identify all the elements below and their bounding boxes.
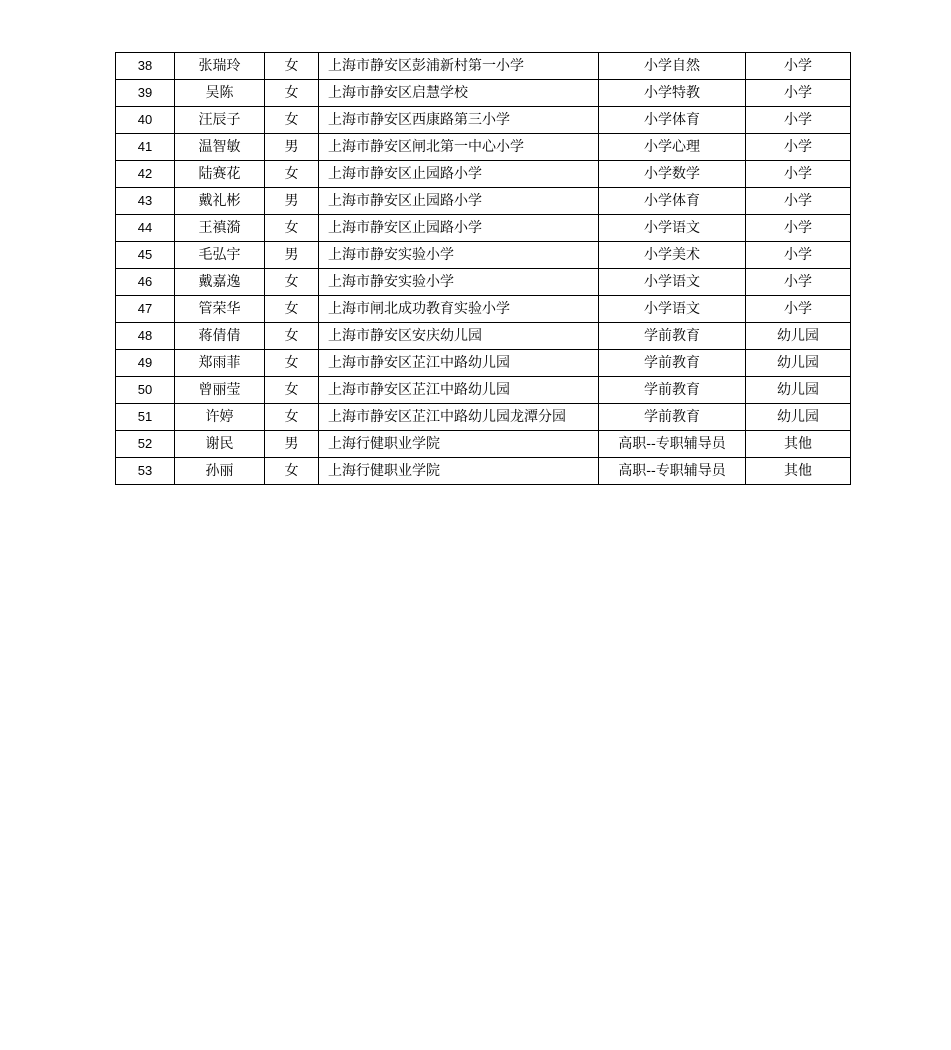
school-cell: 上海市静安区西康路第三小学 <box>319 107 599 134</box>
row-number-cell: 52 <box>116 431 175 458</box>
gender-cell: 男 <box>265 242 319 269</box>
subject-cell: 小学特教 <box>599 80 746 107</box>
level-cell: 小学 <box>746 215 851 242</box>
row-number-cell: 39 <box>116 80 175 107</box>
name-cell: 孙丽 <box>175 458 265 485</box>
level-cell: 幼儿园 <box>746 350 851 377</box>
level-cell: 小学 <box>746 53 851 80</box>
gender-cell: 女 <box>265 350 319 377</box>
gender-cell: 男 <box>265 188 319 215</box>
subject-cell: 小学体育 <box>599 188 746 215</box>
table-row <box>116 80 851 107</box>
school-cell: 上海市静安区闸北第一中心小学 <box>319 134 599 161</box>
row-number-cell: 38 <box>116 53 175 80</box>
table-row <box>116 53 851 80</box>
gender-cell: 女 <box>265 161 319 188</box>
table-row <box>116 323 851 350</box>
school-cell: 上海市静安区安庆幼儿园 <box>319 323 599 350</box>
subject-cell: 小学语文 <box>599 215 746 242</box>
name-cell: 戴嘉逸 <box>175 269 265 296</box>
row-number-cell: 46 <box>116 269 175 296</box>
subject-cell: 小学语文 <box>599 269 746 296</box>
subject-cell: 学前教育 <box>599 323 746 350</box>
table-row <box>116 242 851 269</box>
row-number-cell: 42 <box>116 161 175 188</box>
school-cell: 上海市静安区芷江中路幼儿园 <box>319 377 599 404</box>
gender-cell: 女 <box>265 458 319 485</box>
subject-cell: 高职--专职辅导员 <box>599 431 746 458</box>
level-cell: 小学 <box>746 188 851 215</box>
name-cell: 吴陈 <box>175 80 265 107</box>
subject-cell: 小学语文 <box>599 296 746 323</box>
school-cell: 上海市静安区止园路小学 <box>319 188 599 215</box>
gender-cell: 女 <box>265 80 319 107</box>
gender-cell: 女 <box>265 107 319 134</box>
roster-table <box>115 52 851 485</box>
name-cell: 管荣华 <box>175 296 265 323</box>
subject-cell: 小学心理 <box>599 134 746 161</box>
school-cell: 上海市静安区止园路小学 <box>319 215 599 242</box>
row-number-cell: 47 <box>116 296 175 323</box>
gender-cell: 女 <box>265 53 319 80</box>
subject-cell: 学前教育 <box>599 404 746 431</box>
level-cell: 小学 <box>746 269 851 296</box>
table-row <box>116 134 851 161</box>
row-number-cell: 50 <box>116 377 175 404</box>
table-row <box>116 350 851 377</box>
name-cell: 温智敏 <box>175 134 265 161</box>
school-cell: 上海市静安实验小学 <box>319 242 599 269</box>
name-cell: 陆赛花 <box>175 161 265 188</box>
name-cell: 许婷 <box>175 404 265 431</box>
subject-cell: 高职--专职辅导员 <box>599 458 746 485</box>
row-number-cell: 40 <box>116 107 175 134</box>
row-number-cell: 41 <box>116 134 175 161</box>
table-row <box>116 188 851 215</box>
school-cell: 上海市静安区芷江中路幼儿园龙潭分园 <box>319 404 599 431</box>
subject-cell: 小学美术 <box>599 242 746 269</box>
level-cell: 小学 <box>746 161 851 188</box>
level-cell: 小学 <box>746 242 851 269</box>
table-row <box>116 107 851 134</box>
gender-cell: 女 <box>265 215 319 242</box>
roster-table-body <box>116 53 851 485</box>
subject-cell: 小学体育 <box>599 107 746 134</box>
row-number-cell: 44 <box>116 215 175 242</box>
school-cell: 上海市静安区止园路小学 <box>319 161 599 188</box>
row-number-cell: 51 <box>116 404 175 431</box>
table-row <box>116 431 851 458</box>
name-cell: 郑雨菲 <box>175 350 265 377</box>
name-cell: 谢民 <box>175 431 265 458</box>
table-row <box>116 215 851 242</box>
table-row <box>116 296 851 323</box>
school-cell: 上海市静安区芷江中路幼儿园 <box>319 350 599 377</box>
gender-cell: 女 <box>265 377 319 404</box>
school-cell: 上海行健职业学院 <box>319 458 599 485</box>
subject-cell: 学前教育 <box>599 350 746 377</box>
row-number-cell: 48 <box>116 323 175 350</box>
school-cell: 上海市静安区启慧学校 <box>319 80 599 107</box>
school-cell: 上海市静安实验小学 <box>319 269 599 296</box>
table-row <box>116 269 851 296</box>
level-cell: 其他 <box>746 431 851 458</box>
table-row <box>116 161 851 188</box>
name-cell: 王禛漪 <box>175 215 265 242</box>
level-cell: 幼儿园 <box>746 323 851 350</box>
row-number-cell: 43 <box>116 188 175 215</box>
row-number-cell: 49 <box>116 350 175 377</box>
row-number-cell: 45 <box>116 242 175 269</box>
name-cell: 戴礼彬 <box>175 188 265 215</box>
table-row <box>116 377 851 404</box>
school-cell: 上海行健职业学院 <box>319 431 599 458</box>
gender-cell: 女 <box>265 296 319 323</box>
school-cell: 上海市静安区彭浦新村第一小学 <box>319 53 599 80</box>
name-cell: 蒋倩倩 <box>175 323 265 350</box>
level-cell: 小学 <box>746 80 851 107</box>
subject-cell: 小学自然 <box>599 53 746 80</box>
school-cell: 上海市闸北成功教育实验小学 <box>319 296 599 323</box>
level-cell: 幼儿园 <box>746 377 851 404</box>
name-cell: 曾丽莹 <box>175 377 265 404</box>
row-number-cell: 53 <box>116 458 175 485</box>
gender-cell: 女 <box>265 323 319 350</box>
name-cell: 张瑞玲 <box>175 53 265 80</box>
level-cell: 其他 <box>746 458 851 485</box>
level-cell: 小学 <box>746 296 851 323</box>
name-cell: 汪辰子 <box>175 107 265 134</box>
gender-cell: 女 <box>265 404 319 431</box>
table-row <box>116 404 851 431</box>
level-cell: 小学 <box>746 107 851 134</box>
gender-cell: 男 <box>265 134 319 161</box>
gender-cell: 男 <box>265 431 319 458</box>
subject-cell: 小学数学 <box>599 161 746 188</box>
name-cell: 毛弘宇 <box>175 242 265 269</box>
subject-cell: 学前教育 <box>599 377 746 404</box>
table-row <box>116 458 851 485</box>
level-cell: 幼儿园 <box>746 404 851 431</box>
level-cell: 小学 <box>746 134 851 161</box>
gender-cell: 女 <box>265 269 319 296</box>
